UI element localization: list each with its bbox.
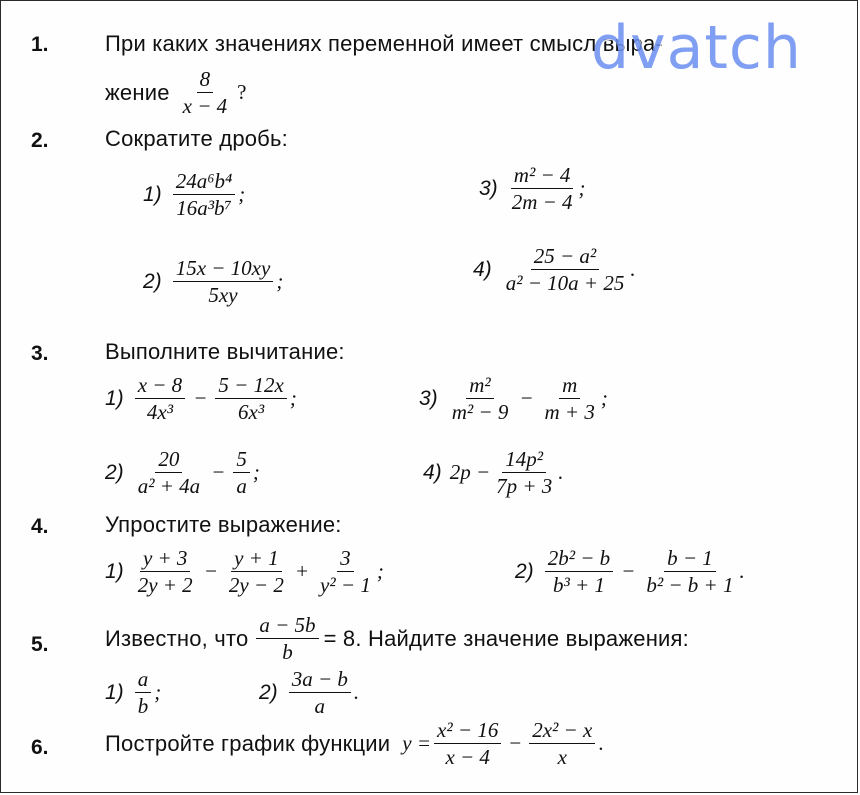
task-5-number: 5.	[31, 633, 49, 656]
item-label: 2)	[515, 559, 534, 583]
task-5-item-2	[259, 667, 359, 718]
task-6-statement	[105, 718, 604, 769]
fraction-numerator: y + 3	[140, 546, 191, 572]
minus-sign: −	[203, 559, 218, 584]
item-label: 2)	[143, 269, 162, 293]
task-5-text-post: = 8. Найдите значение выражения:	[323, 625, 689, 651]
task-3-item-4	[423, 447, 564, 498]
item-label: 3)	[419, 386, 438, 410]
task-1-text-line2: жение	[105, 79, 170, 105]
task-2-item-3	[479, 163, 586, 214]
task-3-number: 3.	[31, 342, 49, 365]
task-3-item-1	[105, 373, 297, 424]
fraction-numerator: a − 5b	[256, 613, 318, 639]
plus-sign: +	[294, 559, 310, 584]
fraction-denominator: b	[282, 640, 293, 665]
punctuation: ;	[276, 269, 284, 294]
task-4-number: 4.	[31, 515, 49, 538]
fraction-numerator: 24a⁶b⁴	[173, 169, 236, 195]
fraction-denominator: a	[314, 694, 326, 719]
punctuation: .	[739, 559, 745, 584]
task-1-fraction	[180, 67, 231, 118]
fraction-denominator: 5xy	[208, 283, 238, 308]
fraction-numerator: y + 1	[231, 546, 282, 572]
fraction-denominator: b² − b + 1	[646, 573, 734, 598]
punctuation: ;	[289, 386, 297, 411]
minus-sign: −	[621, 559, 636, 584]
punctuation: ;	[600, 386, 608, 411]
fraction-denominator: 6x³	[238, 400, 265, 425]
fraction-denominator: a² + 4a	[137, 474, 201, 499]
punctuation: ;	[376, 559, 384, 584]
fraction-denominator: x	[557, 745, 567, 770]
minus-sign: −	[509, 731, 522, 756]
fraction-denominator: 7p + 3	[496, 474, 553, 499]
item-label: 3)	[479, 176, 498, 200]
fraction-denominator: b³ + 1	[552, 573, 605, 598]
punctuation: ;	[252, 460, 260, 485]
fraction-denominator: 2m − 4	[511, 190, 573, 215]
task-2-item-1	[143, 169, 245, 220]
item-label: 4)	[423, 460, 442, 484]
watermark-logo: dvatch	[591, 13, 802, 83]
fraction-numerator: 5 − 12x	[215, 373, 287, 399]
task-4-item-1	[105, 546, 384, 597]
fraction-denominator: x − 4	[445, 745, 490, 770]
task-3-title: Выполните вычитание:	[105, 339, 345, 364]
function-lhs: y =	[402, 731, 432, 756]
fraction-denominator: m² − 9	[451, 400, 509, 425]
item-label: 4)	[473, 257, 492, 281]
fraction-denominator: y² − 1	[320, 573, 371, 598]
fraction-denominator: 4x³	[146, 400, 173, 425]
expression-prefix: 2p −	[449, 460, 491, 485]
minus-sign: −	[211, 460, 226, 485]
fraction-denominator: a² − 10a + 25	[505, 271, 625, 296]
minus-sign: −	[193, 386, 208, 411]
fraction-numerator: 14p²	[502, 447, 546, 473]
task-2-item-2	[143, 256, 283, 307]
punctuation: .	[353, 680, 360, 705]
fraction-numerator: 8	[197, 67, 214, 93]
fraction-numerator: a	[135, 667, 152, 693]
task-4-title: Упростите выражение:	[105, 512, 342, 537]
fraction-numerator: m² − 4	[511, 163, 574, 189]
item-label: 1)	[105, 680, 124, 704]
task-5-statement	[105, 613, 689, 664]
task-6-number: 6.	[31, 736, 49, 759]
task-1-line2	[105, 67, 246, 118]
task-6-text: Постройте график функции	[105, 730, 391, 756]
fraction-denominator: b	[137, 694, 149, 719]
fraction-numerator: 3	[337, 546, 354, 572]
fraction-denominator: 2y − 2	[228, 573, 284, 598]
punctuation: .	[630, 257, 636, 282]
punctuation: .	[558, 460, 564, 485]
fraction-numerator: x² − 16	[434, 718, 501, 744]
fraction-numerator: 5	[233, 447, 250, 473]
task-3-item-2	[105, 447, 260, 498]
fraction-numerator: m	[559, 373, 580, 399]
fraction-denominator: m + 3	[544, 400, 595, 425]
item-label: 2)	[259, 680, 278, 704]
fraction-numerator: m²	[466, 373, 493, 399]
fraction-numerator: 2x² − x	[529, 718, 595, 744]
fraction-denominator: 2y + 2	[137, 573, 193, 598]
fraction-numerator: 25 − a²	[531, 244, 599, 270]
punctuation: ;	[238, 182, 246, 207]
fraction-denominator: a	[236, 474, 247, 499]
task-1-text-line1: При каких значениях переменной имеет смысл выра-	[105, 31, 664, 56]
item-label: 1)	[105, 386, 124, 410]
punctuation: .	[598, 731, 604, 756]
task-2-item-4	[473, 244, 636, 295]
fraction-numerator: 20	[155, 447, 182, 473]
item-label: 1)	[105, 559, 124, 583]
task-3-item-3	[419, 373, 608, 424]
minus-sign: −	[519, 386, 534, 411]
fraction-numerator: b − 1	[664, 546, 716, 572]
fraction-denominator: x − 4	[182, 94, 228, 119]
task-2-number: 2.	[31, 129, 49, 152]
task-4-item-2	[515, 546, 745, 597]
fraction-numerator: 2b² − b	[545, 546, 613, 572]
task-5-text-pre: Известно, что	[105, 625, 249, 651]
punctuation: ;	[154, 680, 162, 705]
question-mark: ?	[237, 80, 247, 105]
item-label: 2)	[105, 460, 124, 484]
item-label: 1)	[143, 182, 162, 206]
fraction-numerator: 3a − b	[289, 667, 351, 693]
fraction-denominator: 16a³b⁷	[176, 196, 232, 221]
fraction-numerator: 15x − 10xy	[173, 256, 274, 282]
fraction-numerator: x − 8	[135, 373, 186, 399]
task-2-title: Сократите дробь:	[105, 126, 288, 151]
task-1-number: 1.	[31, 33, 49, 56]
punctuation: ;	[578, 176, 586, 201]
task-5-item-1	[105, 667, 161, 718]
